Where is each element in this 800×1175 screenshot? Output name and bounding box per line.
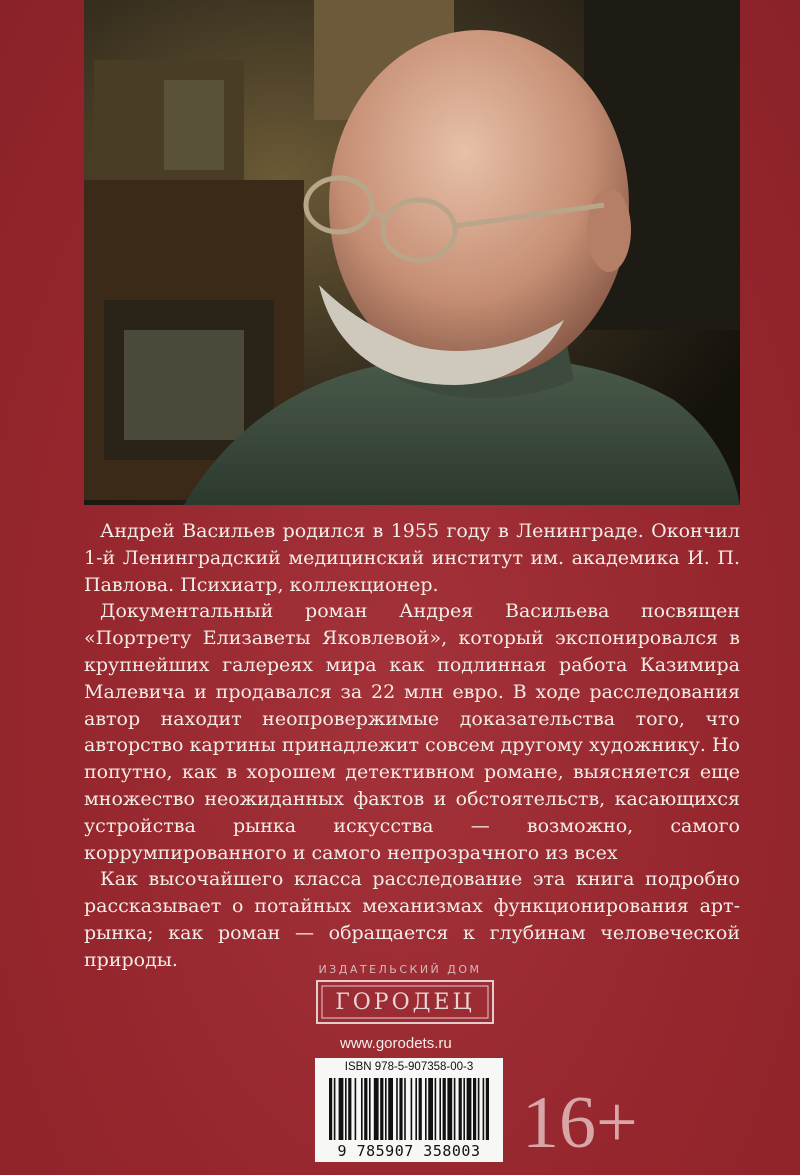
barcode-digits: 9 785907 358003 <box>337 1142 481 1160</box>
barcode-stripe <box>369 1078 371 1140</box>
barcode-stripe <box>454 1078 456 1140</box>
barcode-stripe <box>486 1078 489 1140</box>
publisher-logo <box>316 980 494 1024</box>
barcode-stripe <box>380 1078 383 1140</box>
paragraph-biography: Андрей Васильев родился в 1955 году в Ленинграде. Окончил 1-й Ленинградский медицинский институт им. академика И. П. Павлова. Психиатр, коллекционер. <box>84 520 740 596</box>
barcode-stripe <box>419 1078 422 1140</box>
barcode-stripe <box>428 1078 433 1140</box>
barcode-stripe <box>459 1078 462 1140</box>
paragraph-summary: Документальный роман Андрея Васильева посвящен «Портрету Елизаветы Яковлевой», который экспонировался в крупнейших галереях мира как подлинная работа Казимира Малевича и продавался за 22 млн евро. В ходе расследования автор находит неопровержимые доказательства того, что авторство картины принадлежит совсем другому художнику. Но попутно, как в хорошем детективном романе, выясняется еще множество неожиданных фактов и обстоятельств, касающихся устройства рынка искусства — возможно, самого коррумпированного и самого непрозрачного из всех <box>84 600 740 864</box>
barcode-stripe <box>385 1078 387 1140</box>
barcode-stripe <box>339 1078 344 1140</box>
age-rating: 16+ <box>522 1082 638 1164</box>
barcode-stripe <box>348 1078 351 1140</box>
barcode-stripe <box>329 1078 332 1140</box>
author-description <box>84 518 740 974</box>
barcode-stripe <box>334 1078 336 1140</box>
barcode-stripe <box>483 1078 485 1140</box>
barcode-stripe <box>473 1078 476 1140</box>
barcode-stripe <box>374 1078 379 1140</box>
isbn-text: ISBN 978-5-907358-00-3 <box>344 1061 474 1073</box>
publisher-caption: ИЗДАТЕЛЬСКИЙ ДОМ <box>318 963 482 976</box>
barcode-stripe <box>355 1078 357 1140</box>
barcode-stripe <box>443 1078 446 1140</box>
author-photo <box>84 0 740 505</box>
publisher-url: www.gorodets.ru <box>340 1035 452 1052</box>
barcode-stripe <box>404 1078 406 1140</box>
barcode-stripe <box>478 1078 480 1140</box>
publisher-logo-text: ГОРОДЕЦ <box>335 989 475 1015</box>
barcode-stripe <box>425 1078 427 1140</box>
barcode-stripe <box>439 1078 441 1140</box>
barcode-stripe <box>415 1078 417 1140</box>
barcode <box>315 1058 503 1162</box>
barcode-stripe <box>361 1078 363 1140</box>
barcode-stripe <box>411 1078 413 1140</box>
barcode-stripe <box>467 1078 472 1140</box>
barcode-stripe <box>463 1078 465 1140</box>
barcode-stripe <box>388 1078 393 1140</box>
paragraph-review: Как высочайшего класса расследование эта книга подробно рассказывает о потайных механизмах функционирования арт-рынка; как роман — обращается к глубинам человеческой природы. <box>84 868 740 971</box>
barcode-stripe <box>396 1078 398 1140</box>
barcode-stripe <box>435 1078 437 1140</box>
barcode-stripe <box>345 1078 347 1140</box>
barcode-stripe <box>364 1078 367 1140</box>
barcode-stripe <box>399 1078 402 1140</box>
barcode-stripe <box>447 1078 452 1140</box>
